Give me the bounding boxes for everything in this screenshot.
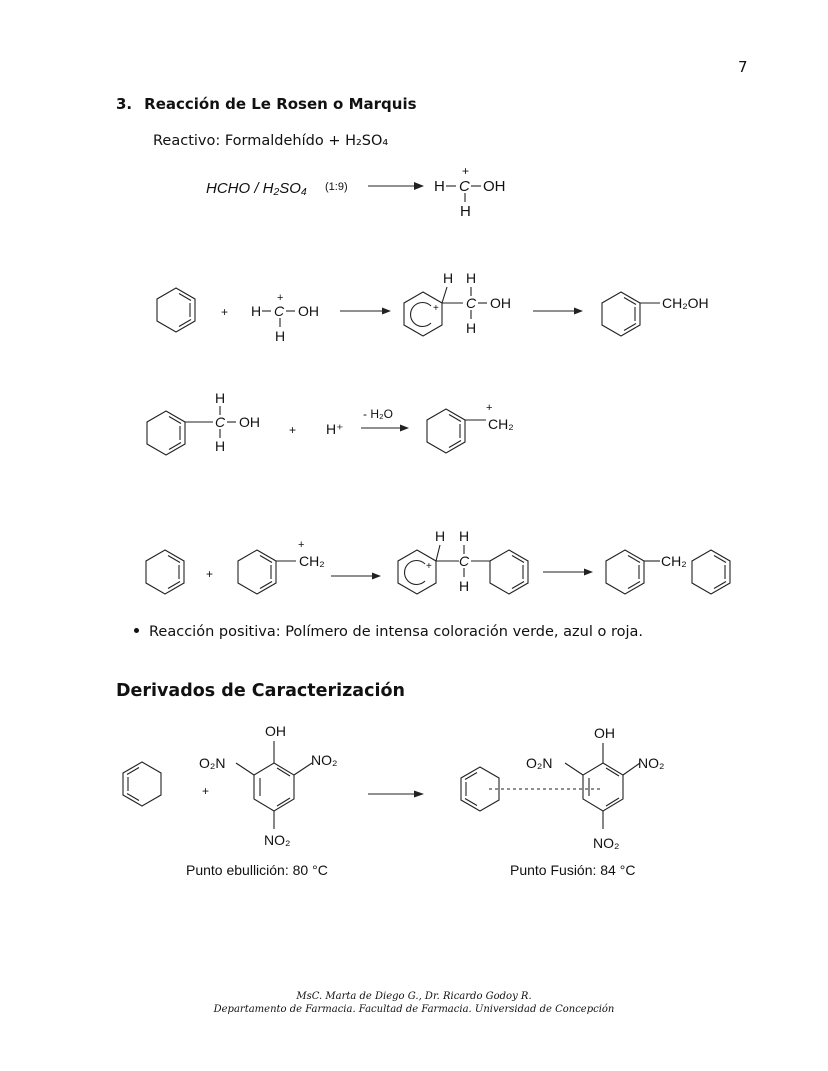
svg-text:C: C	[274, 303, 285, 319]
reagent-line: Reactivo: Formaldehído + H₂SO₄	[153, 133, 389, 149]
svg-text:H: H	[215, 390, 226, 406]
section-number: 3.	[116, 95, 133, 113]
benzyl-alcohol-ring	[602, 292, 640, 336]
svg-text:+: +	[433, 303, 439, 314]
atom-oh: OH	[483, 178, 506, 195]
svg-text:H: H	[459, 528, 470, 544]
section-title: Reacción de Le Rosen o Marquis	[144, 95, 417, 113]
svg-text:H: H	[275, 328, 286, 344]
diphenylmethane-ch2-label: CH₂	[661, 553, 687, 569]
svg-text:C: C	[459, 553, 470, 569]
sigma-complex-ring	[404, 292, 442, 336]
svg-text:+: +	[298, 539, 305, 551]
svg-text:OH: OH	[239, 414, 260, 430]
charge-plus: +	[462, 164, 470, 178]
svg-text:+: +	[221, 305, 229, 319]
benzene-ring	[157, 288, 195, 332]
proton: H⁺	[326, 421, 344, 437]
benzyl-alcohol-label: CH₂OH	[662, 295, 709, 311]
svg-text:C: C	[466, 295, 477, 311]
bullet-icon	[134, 628, 139, 633]
svg-text:H: H	[443, 270, 454, 286]
svg-text:H: H	[251, 303, 262, 319]
atom-h: H	[460, 203, 471, 220]
arrow-label-minus-water: - H₂O	[363, 407, 393, 421]
picric-acid	[199, 723, 337, 848]
svg-text:+: +	[426, 561, 432, 572]
footer-authors: MsC. Marta de Diego G., Dr. Ricardo Godoy R.	[296, 991, 532, 1002]
svg-text:NO₂: NO₂	[311, 752, 338, 768]
derivatives-scheme	[123, 723, 664, 878]
benzene-boiling-point: Punto ebullición: 80 °C	[186, 862, 328, 878]
svg-text:O₂N: O₂N	[199, 755, 226, 771]
benzene-ring	[123, 762, 161, 806]
scheme-1	[206, 164, 506, 220]
svg-text:H: H	[466, 320, 477, 336]
svg-text:H: H	[459, 578, 470, 594]
benzene-ring	[147, 411, 185, 455]
svg-text:CH₂: CH₂	[299, 553, 325, 569]
benzyl-cation-ring	[238, 550, 276, 594]
atom-c: C	[459, 178, 470, 195]
scheme-2	[157, 270, 709, 344]
picric-acid-complex	[526, 725, 664, 851]
benzyl-cation-ring	[427, 409, 465, 453]
phenyl-ring-right	[692, 550, 730, 594]
complex-melting-point: Punto Fusión: 84 °C	[510, 862, 636, 878]
derivatives-heading: Derivados de Caracterización	[116, 681, 405, 701]
atom-h: H	[434, 178, 445, 195]
scheme-3	[147, 390, 514, 455]
phenyl-ring	[490, 550, 528, 594]
ratio-label: (1:9)	[325, 181, 348, 193]
svg-text:OH: OH	[265, 723, 286, 739]
phenyl-ring-left	[606, 550, 644, 594]
bullet-text: Reacción positiva: Polímero de intensa coloración verde, azul o roja.	[149, 624, 643, 640]
benzyl-cation-label: CH₂	[488, 416, 514, 432]
benzene-ring	[146, 550, 184, 594]
svg-text:H: H	[215, 438, 226, 454]
sigma-complex-ring	[398, 550, 436, 594]
svg-text:H: H	[435, 528, 446, 544]
svg-text:+: +	[202, 784, 210, 798]
footer-department: Departamento de Farmacia. Facultad de Farmacia. Universidad de Concepción	[213, 1004, 615, 1015]
bullet-positive-reaction	[134, 624, 643, 640]
svg-text:NO₂: NO₂	[264, 832, 291, 848]
svg-text:OH: OH	[490, 295, 511, 311]
svg-text:+: +	[486, 402, 493, 414]
svg-text:NO₂: NO₂	[638, 755, 665, 771]
svg-text:OH: OH	[594, 725, 615, 741]
scheme-4	[146, 528, 730, 594]
svg-text:H: H	[466, 270, 477, 286]
benzene-ring-complex	[461, 767, 499, 811]
hcho-h2so4-reactant: HCHO / H₂SO₄	[206, 180, 307, 197]
svg-text:C: C	[215, 414, 226, 430]
svg-text:+: +	[206, 567, 214, 581]
svg-text:+: +	[277, 292, 284, 304]
svg-text:OH: OH	[298, 303, 319, 319]
svg-text:O₂N: O₂N	[526, 755, 553, 771]
svg-text:+: +	[289, 423, 297, 437]
page-number: 7	[738, 58, 748, 76]
svg-text:NO₂: NO₂	[593, 835, 620, 851]
